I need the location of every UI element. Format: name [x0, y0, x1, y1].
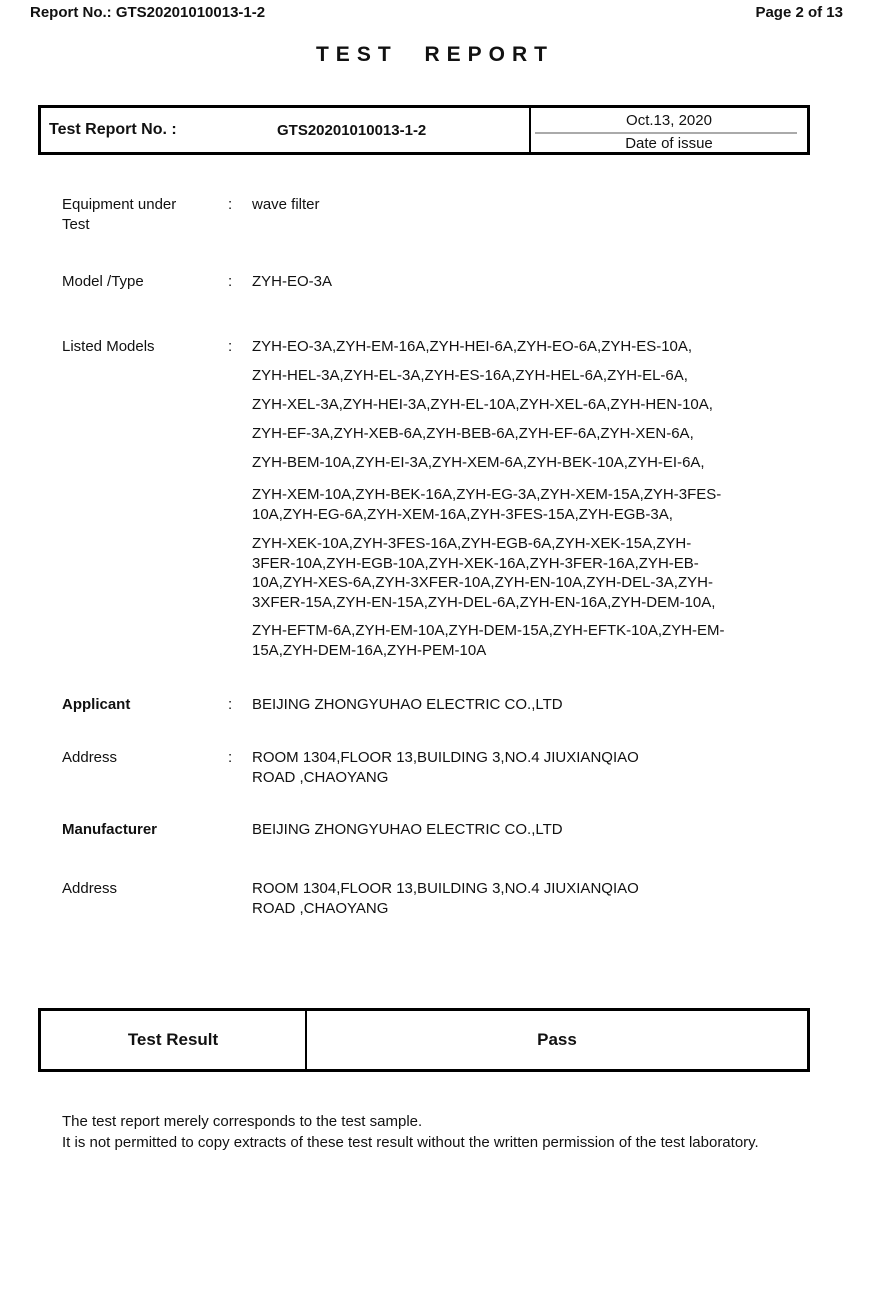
- listed-models-line: ZYH-HEL-3A,ZYH-EL-3A,ZYH-ES-16A,ZYH-HEL-6A,ZYH-EL-6A,: [252, 367, 688, 384]
- listed-models-value: [252, 332, 812, 660]
- report-number-table: [38, 105, 810, 155]
- equipment-value: wave filter: [252, 196, 320, 213]
- listed-models-line: 3FER-10A,ZYH-EGB-10A,ZYH-XEK-16A,ZYH-3FER-16A,ZYH-EB-: [252, 554, 699, 572]
- page-title: TEST REPORT: [315, 43, 554, 66]
- footer-line-2: It is not permitted to copy extracts of these test result without the written permission of the test laboratory.: [62, 1133, 759, 1151]
- address-line: ROOM 1304,FLOOR 13,BUILDING 3,NO.4 JIUXIANQIAO: [252, 880, 639, 897]
- listed-models-label: Listed Models: [62, 338, 155, 355]
- listed-models-line: 10A,ZYH-EG-6A,ZYH-XEM-16A,ZYH-3FES-15A,ZYH-EGB-3A,: [252, 505, 673, 523]
- applicant-address-colon: :: [228, 749, 233, 766]
- test-result-value: Pass: [537, 1030, 577, 1049]
- address-line: ROAD ,CHAOYANG: [252, 900, 389, 917]
- test-result-table: [38, 1008, 810, 1072]
- footer-line-1: The test report merely corresponds to the test sample.: [62, 1113, 423, 1130]
- address-line: ROOM 1304,FLOOR 13,BUILDING 3,NO.4 JIUXIANQIAO: [252, 749, 639, 766]
- footer-disclaimer: [62, 1112, 832, 1153]
- issue-date-caption: Date of issue: [625, 134, 713, 152]
- listed-models-line: 3XFER-15A,ZYH-EN-15A,ZYH-DEL-6A,ZYH-EN-16A,ZYH-DEM-10A,: [252, 593, 716, 611]
- listed-models-line: ZYH-EFTM-6A,ZYH-EM-10A,ZYH-DEM-15A,ZYH-EFTK-10A,ZYH-EM-: [252, 622, 725, 639]
- listed-models-colon: :: [228, 338, 233, 355]
- manufacturer-value: BEIJING ZHONGYUHAO ELECTRIC CO.,LTD: [252, 821, 563, 838]
- listed-models-line: ZYH-XEK-10A,ZYH-3FES-16A,ZYH-EGB-6A,ZYH-XEK-15A,ZYH-: [252, 535, 692, 552]
- applicant-address-value: [252, 748, 812, 788]
- report-number-value: GTS20201010013-1-2: [277, 121, 427, 139]
- listed-models-line: ZYH-XEL-3A,ZYH-HEI-3A,ZYH-EL-10A,ZYH-XEL-6A,ZYH-HEN-10A,: [252, 396, 713, 413]
- date-of-issue-cell: [531, 108, 807, 152]
- issue-date-value: Oct.13, 2020: [626, 111, 712, 129]
- test-result-label: Test Result: [41, 1011, 307, 1069]
- model-colon: :: [228, 273, 233, 290]
- listed-models-line: ZYH-EO-3A,ZYH-EM-16A,ZYH-HEI-6A,ZYH-EO-6A,ZYH-ES-10A,: [252, 338, 693, 355]
- manufacturer-label: Manufacturer: [62, 821, 158, 838]
- manufacturer-address-label: Address: [62, 880, 118, 897]
- applicant-address-label: Address: [62, 749, 118, 766]
- header-page-number: Page 2 of 13: [755, 4, 843, 21]
- listed-models-line: ZYH-EF-3A,ZYH-XEB-6A,ZYH-BEB-6A,ZYH-EF-6A,ZYH-XEN-6A,: [252, 425, 694, 442]
- report-number-label: Test Report No. :: [49, 121, 177, 138]
- equipment-colon: :: [228, 196, 233, 213]
- listed-models-paragraph-2: [252, 485, 812, 524]
- listed-models-paragraph-3: [252, 534, 812, 612]
- header-report-no: Report No.: GTS20201010013-1-2: [30, 4, 266, 21]
- applicant-value: BEIJING ZHONGYUHAO ELECTRIC CO.,LTD: [252, 696, 563, 713]
- manufacturer-address-value: [252, 879, 812, 919]
- applicant-colon: :: [228, 696, 233, 713]
- listed-models-line: ZYH-BEM-10A,ZYH-EI-3A,ZYH-XEM-6A,ZYH-BEK-10A,ZYH-EI-6A,: [252, 454, 705, 471]
- listed-models-line: ZYH-XEM-10A,ZYH-BEK-16A,ZYH-EG-3A,ZYH-XEM-15A,ZYH-3FES-: [252, 486, 722, 503]
- model-value: ZYH-EO-3A: [252, 273, 333, 290]
- model-label: Model /Type: [62, 273, 144, 290]
- listed-models-paragraph-4: [252, 621, 812, 660]
- equipment-label: Equipment under Test: [62, 196, 177, 233]
- listed-models-paragraph-1: [252, 332, 812, 477]
- listed-models-line: 10A,ZYH-XES-6A,ZYH-3XFER-10A,ZYH-EN-10A,ZYH-DEL-3A,ZYH-: [252, 574, 713, 591]
- applicant-label: Applicant: [62, 696, 131, 713]
- listed-models-line: 15A,ZYH-DEM-16A,ZYH-PEM-10A: [252, 641, 487, 659]
- address-line: ROAD ,CHAOYANG: [252, 769, 389, 786]
- report-number-cell: [41, 108, 531, 152]
